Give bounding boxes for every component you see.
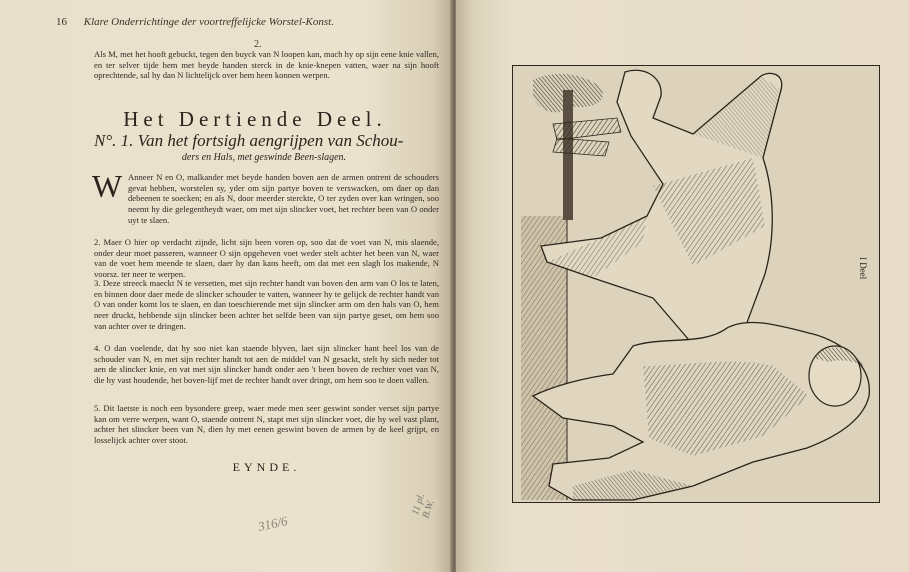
paragraph-2: 2. Maer O hier op verdacht zijnde, licht sijn been voren op, soo dat de voet van N, mis slaende, onder deur moet passeren, wanneer O sijn opgeheven voet weder stelt achter het been van N, waer van de voet hem meende te slaen, daer hy dan kans heeft, om dat met een slagh los makende, N voorsz. ter neer te werpen. [94, 237, 439, 280]
paragraph-3: 3. Deze streeck maeckt N te versetten, met sijn rechter handt van boven den arm van O los te laten, en binnen door daer mede de slincker schouder te vatten, wanneer hy te gelijck de rechter handt van O van onder komt los te slaen, en dan toeschierende met sijn slincker arm om den hals van O, hem neer druckt, hebbende sijn slincker been achter het selfde been van sijn partye geset, om hem soo van achter over te dringen. [94, 278, 439, 331]
end-word: EYNDE. [232, 460, 301, 474]
chapter-heading: Het Dertiende Deel. [123, 107, 387, 131]
pencil-note-shelfmark: 316/6 [256, 513, 289, 534]
drop-cap: W [92, 168, 123, 204]
paragraph-1: Anneer N en O, malkander met beyde handen boven aen de armen ontrent de schouders gevat hebben, worstelen sy, yder om sijn partye boven te verswacken, om daer op dan debeenen te soecken; en als N, door meerder sterckte, O ter zyden over kan wringen, soo neemt hy die gelegentheydt waer, om met sijn slincker voet, het rechter been van O onder uyt te slaen. [128, 172, 439, 225]
paragraph-4: 4. O dan voelende, dat hy soo niet kan staende blyven, laet sijn slincker hant heel los van de schouder van N, en met sijn rechter handt tot aen de middel van N gesackt, stelt hy sich neder tot aen de slincker knie, en vat met sijn slincker handt onder aen 't been boven de rechter voet van N, die hy vast houdende, het boven-lijf met de rechter handt over dringt, om hem soo te doen vallen. [94, 343, 439, 386]
intro-paragraph: Als M, met het hooft gebuckt, tegen den buyck van N loopen kan, mach hy op sijn eene knie vallen, en ter selver tijde hem met beyde handen sterck in de knie-knepen vatten, waer na sijn hooft oprechtende, sal hy dan N lichtelijck over hem heen konnen werpen. [94, 49, 439, 81]
tree-trunk [563, 90, 573, 220]
running-head [56, 16, 441, 28]
chapter-subheading-line1: N°. 1. Van het fortsigh aengrijpen van Schou- [94, 131, 404, 150]
chapter-subheading-line2: ders en Hals, met geswinde Been-slagen. [181, 152, 347, 163]
left-page [0, 0, 452, 572]
plate-label: I Deel [858, 257, 868, 280]
wrestlers-engraving [513, 66, 879, 502]
section-number: 2. [254, 39, 262, 50]
running-head-title: Klare Onderrichtinge der voortreffelijcke Worstel-Konst. [83, 16, 334, 28]
paragraph-5: 5. Dit laetste is noch een bysondere greep, waer mede men seer geswint sonder verset sijn partye kan om verre werpen, want O, staende ontrent N, stapt met sijn slincker voet, die hy wel vast plant, achter het slincker been van N, dien hy met eenen geswint boven de armen by de keel grijpt, en losselijck achter over stoot. [94, 403, 439, 446]
page-number: 16 [56, 16, 67, 28]
engraving-plate [512, 65, 880, 503]
pencil-note-margin: 11 pl. B.W. [410, 492, 437, 520]
